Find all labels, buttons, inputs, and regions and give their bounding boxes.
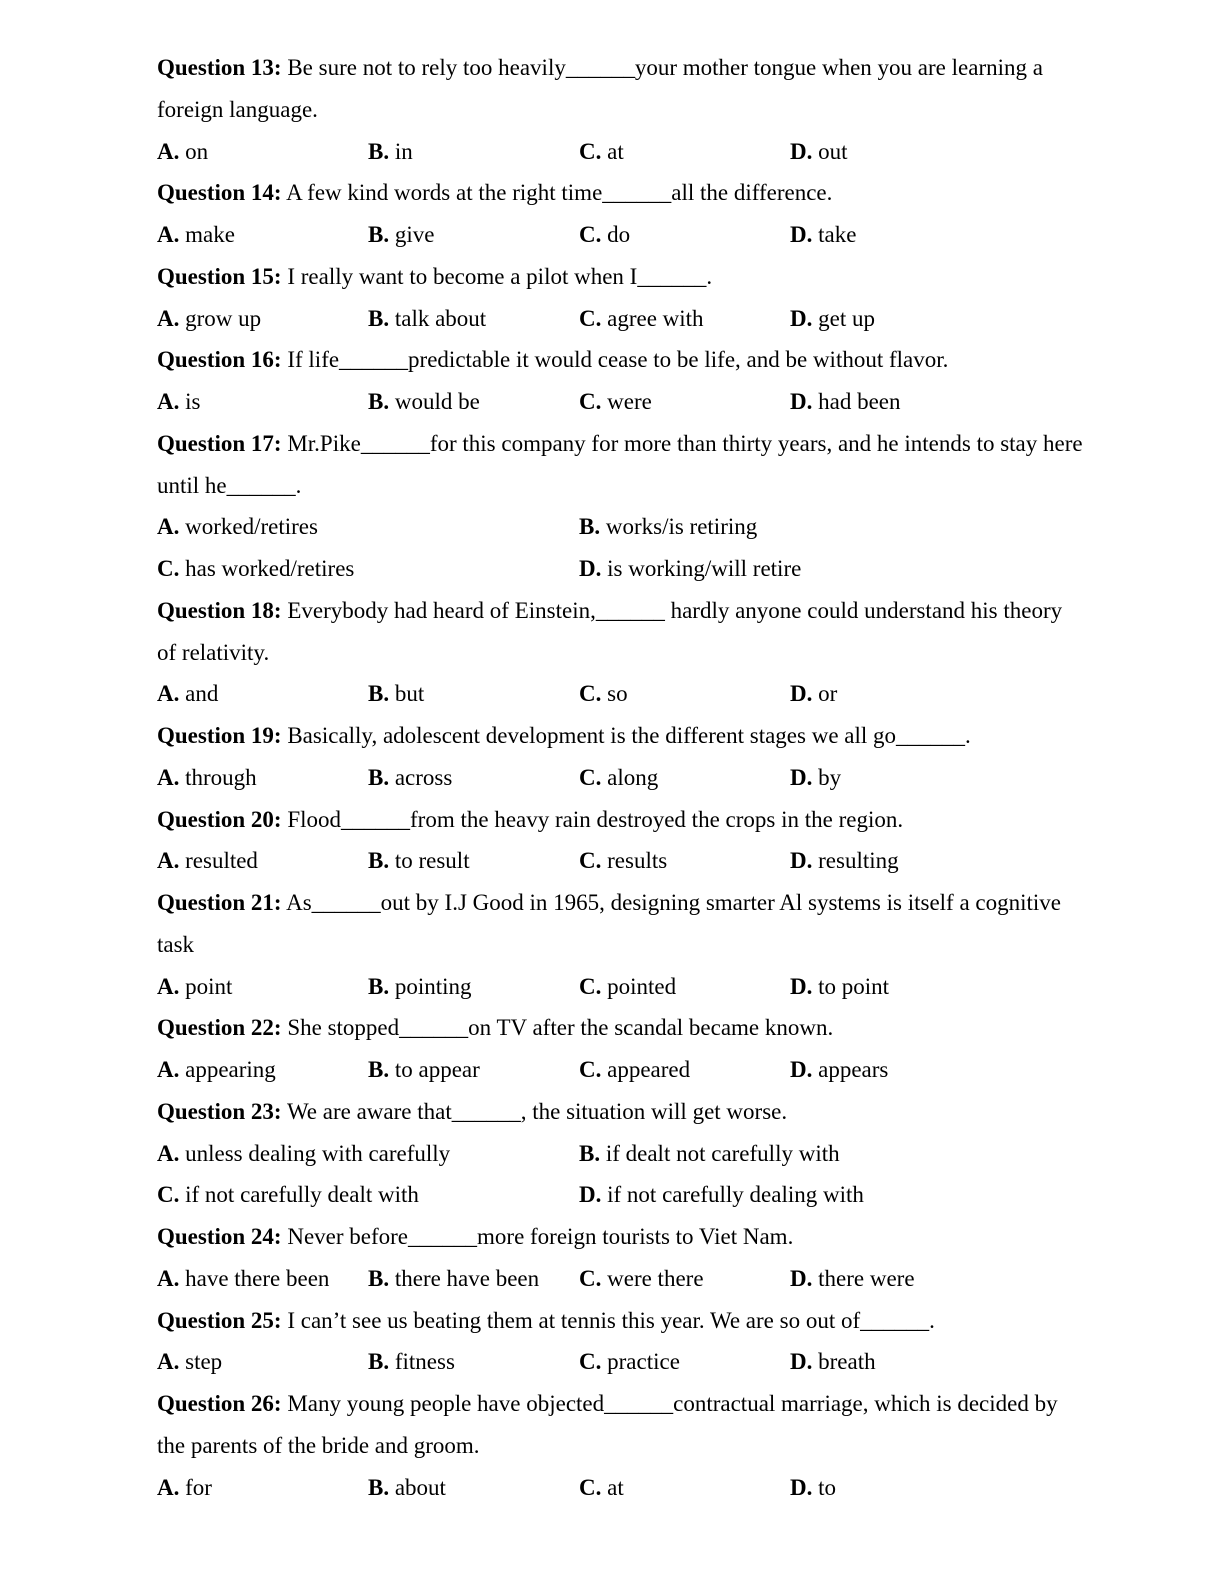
question-label: Question 19:: [157, 723, 282, 748]
option-b[interactable]: [368, 1341, 579, 1383]
question-label: Question 13:: [157, 55, 282, 80]
option-letter: A.: [157, 138, 180, 164]
question-22: [157, 1007, 1087, 1091]
option-text: resulting: [818, 848, 899, 874]
question-13: [157, 47, 1087, 172]
option-letter: C.: [579, 138, 602, 164]
option-letter: D.: [790, 1474, 813, 1500]
option-letter: C.: [579, 1349, 602, 1375]
option-a[interactable]: [157, 298, 368, 340]
option-text: worked/retires: [185, 514, 318, 540]
question-16: [157, 339, 1087, 423]
option-a[interactable]: [157, 1341, 368, 1383]
option-text: to point: [818, 973, 890, 999]
options-row: [157, 1049, 1087, 1091]
option-a[interactable]: [157, 131, 368, 173]
option-letter: D.: [790, 1349, 813, 1375]
option-letter: B.: [368, 305, 390, 331]
option-letter: A.: [157, 1265, 180, 1291]
option-a[interactable]: [157, 506, 579, 548]
options-row: [157, 966, 1087, 1008]
option-c[interactable]: [579, 757, 790, 799]
question-text: I can’t see us beating them at tennis this year. We are so out of______.: [287, 1307, 935, 1333]
option-a[interactable]: [157, 1467, 368, 1509]
option-b[interactable]: [579, 506, 1001, 548]
question-17: [157, 423, 1087, 590]
option-letter: B.: [368, 1057, 390, 1082]
option-a[interactable]: [157, 1049, 368, 1091]
option-letter: D.: [579, 556, 602, 581]
option-text: were there: [607, 1265, 704, 1291]
option-letter: A.: [157, 305, 180, 331]
options-row: [157, 1258, 1087, 1300]
option-letter: C.: [579, 1057, 602, 1082]
option-text: by: [818, 764, 842, 790]
option-a[interactable]: [157, 1258, 368, 1300]
option-b[interactable]: [368, 1049, 579, 1091]
option-letter: B.: [368, 1265, 390, 1291]
option-letter: B.: [368, 848, 390, 874]
question-24: [157, 1216, 1087, 1300]
question-stem: [157, 423, 1087, 507]
question-text: Everybody had heard of Einstein,______ hardly anyone could understand his theory of relativity.: [157, 597, 1063, 665]
option-text: make: [185, 222, 235, 247]
option-text: is: [185, 389, 201, 414]
question-25: [157, 1300, 1087, 1384]
option-text: and: [185, 681, 219, 707]
option-text: if dealt not carefully with: [605, 1140, 840, 1166]
option-text: there have been: [394, 1265, 540, 1291]
option-text: through: [185, 764, 257, 790]
option-text: do: [607, 222, 631, 247]
question-label: Question 14:: [157, 180, 282, 206]
question-stem: [157, 882, 1087, 966]
question-stem: [157, 1300, 1087, 1342]
question-label: Question 15:: [157, 263, 282, 289]
option-letter: C.: [579, 305, 602, 331]
option-text: to: [818, 1474, 837, 1500]
options-row: [157, 1341, 1087, 1383]
option-b[interactable]: [368, 966, 579, 1008]
option-letter: A.: [157, 1140, 180, 1166]
question-stem: [157, 1091, 1087, 1133]
option-text: resulted: [185, 848, 258, 874]
option-b[interactable]: [368, 1467, 579, 1509]
question-label: Question 26:: [157, 1391, 282, 1416]
option-text: have there been: [185, 1265, 330, 1291]
question-21: [157, 882, 1087, 1007]
option-d[interactable]: [790, 131, 1001, 173]
option-letter: C.: [579, 681, 602, 707]
option-text: were: [607, 389, 652, 414]
option-a[interactable]: [157, 757, 368, 799]
option-text: if not carefully dealing with: [607, 1182, 864, 1208]
option-d[interactable]: [579, 548, 1001, 590]
option-letter: D.: [579, 1182, 602, 1208]
option-text: had been: [818, 389, 901, 414]
options-row: [157, 1174, 1087, 1216]
option-text: get up: [818, 305, 875, 331]
options-row: [157, 840, 1087, 882]
options-row: [157, 1133, 1087, 1175]
option-text: would be: [394, 389, 480, 414]
option-letter: C.: [157, 1182, 180, 1208]
option-letter: B.: [368, 764, 390, 790]
options-row: [157, 214, 1087, 256]
option-letter: A.: [157, 1057, 180, 1082]
option-text: talk about: [394, 305, 487, 331]
option-letter: A.: [157, 681, 180, 707]
question-text: If life______predictable it would cease to be life, and be without flavor.: [287, 347, 949, 373]
question-stem: [157, 799, 1087, 841]
option-text: grow up: [185, 305, 262, 331]
option-d[interactable]: [579, 1174, 1001, 1216]
option-d[interactable]: [790, 381, 1001, 423]
question-18: [157, 590, 1087, 715]
option-text: take: [818, 222, 857, 247]
option-text: at: [607, 1474, 624, 1500]
question-text: She stopped______on TV after the scandal became known.: [287, 1015, 834, 1041]
option-text: pointed: [607, 973, 677, 999]
option-letter: B.: [368, 138, 390, 164]
option-d[interactable]: [790, 757, 1001, 799]
question-19: [157, 715, 1087, 799]
option-text: across: [394, 764, 453, 790]
option-d[interactable]: [790, 1258, 1001, 1300]
option-text: if not carefully dealt with: [185, 1182, 419, 1208]
option-c[interactable]: [579, 966, 790, 1008]
question-text: Many young people have objected______contractual marriage, which is decided by the parents of the bride and groom.: [157, 1391, 1058, 1458]
option-c[interactable]: [579, 131, 790, 173]
option-text: pointing: [394, 973, 472, 999]
question-stem: [157, 590, 1087, 674]
question-20: [157, 799, 1087, 883]
option-b[interactable]: [368, 1258, 579, 1300]
option-letter: B.: [368, 222, 390, 247]
option-a[interactable]: [157, 840, 368, 882]
option-text: for: [185, 1474, 212, 1500]
option-c[interactable]: [579, 840, 790, 882]
option-letter: C.: [157, 556, 180, 581]
question-list: [157, 47, 1087, 1508]
option-d[interactable]: [790, 966, 1001, 1008]
option-d[interactable]: [790, 840, 1001, 882]
question-stem: [157, 256, 1087, 298]
option-letter: C.: [579, 973, 602, 999]
option-letter: C.: [579, 222, 602, 247]
option-letter: B.: [368, 1474, 390, 1500]
option-text: is working/will retire: [607, 556, 802, 581]
options-row: [157, 548, 1087, 590]
option-letter: D.: [790, 764, 813, 790]
option-letter: A.: [157, 514, 180, 540]
question-14: [157, 172, 1087, 256]
option-text: in: [394, 138, 413, 164]
option-c[interactable]: [579, 1258, 790, 1300]
option-letter: D.: [790, 389, 813, 414]
option-d[interactable]: [790, 673, 1001, 715]
question-stem: [157, 339, 1087, 381]
options-row: [157, 298, 1087, 340]
option-b[interactable]: [368, 673, 579, 715]
option-text: so: [607, 681, 628, 707]
option-letter: C.: [579, 1265, 602, 1291]
option-d[interactable]: [790, 1467, 1001, 1509]
question-stem: [157, 715, 1087, 757]
question-label: Question 22:: [157, 1015, 282, 1041]
option-text: unless dealing with carefully: [185, 1140, 451, 1166]
option-text: but: [394, 681, 425, 707]
option-d[interactable]: [790, 1341, 1001, 1383]
option-letter: D.: [790, 1265, 813, 1291]
option-c[interactable]: [579, 1341, 790, 1383]
question-text: Mr.Pike______for this company for more than thirty years, and he intends to stay here until he______.: [157, 430, 1083, 498]
question-label: Question 24:: [157, 1224, 282, 1249]
question-label: Question 16:: [157, 347, 282, 373]
option-c[interactable]: [579, 1467, 790, 1509]
option-text: along: [607, 764, 659, 790]
option-b[interactable]: [368, 757, 579, 799]
option-text: appears: [818, 1057, 889, 1082]
option-d[interactable]: [790, 298, 1001, 340]
question-text: We are aware that______, the situation will get worse.: [286, 1098, 788, 1124]
option-letter: B.: [579, 514, 601, 540]
option-letter: C.: [579, 764, 602, 790]
options-row: [157, 506, 1087, 548]
option-letter: B.: [368, 389, 390, 414]
option-letter: D.: [790, 1057, 813, 1082]
option-b[interactable]: [368, 214, 579, 256]
option-c[interactable]: [579, 673, 790, 715]
option-letter: A.: [157, 1474, 180, 1500]
option-b[interactable]: [368, 840, 579, 882]
option-letter: B.: [368, 1349, 390, 1375]
options-row: [157, 757, 1087, 799]
option-c[interactable]: [579, 1049, 790, 1091]
option-text: appearing: [185, 1057, 276, 1082]
option-text: practice: [607, 1349, 680, 1375]
question-text: Basically, adolescent development is the different stages we all go______.: [287, 723, 971, 748]
option-letter: A.: [157, 1349, 180, 1375]
option-text: appeared: [607, 1057, 691, 1082]
option-text: out: [818, 138, 848, 164]
question-text: I really want to become a pilot when I______.: [287, 263, 713, 289]
question-stem: [157, 172, 1087, 214]
option-text: about: [394, 1474, 446, 1500]
option-c[interactable]: [157, 1174, 579, 1216]
option-text: there were: [818, 1265, 915, 1291]
option-letter: A.: [157, 764, 180, 790]
question-26: [157, 1383, 1087, 1508]
question-text: Flood______from the heavy rain destroyed the crops in the region.: [287, 806, 904, 832]
options-row: [157, 673, 1087, 715]
option-text: has worked/retires: [185, 556, 355, 581]
option-text: results: [607, 848, 668, 874]
options-row: [157, 381, 1087, 423]
option-letter: D.: [790, 305, 813, 331]
question-stem: [157, 1216, 1087, 1258]
question-text: A few kind words at the right time______all the difference.: [286, 180, 833, 206]
question-stem: [157, 1383, 1087, 1467]
option-a[interactable]: [157, 381, 368, 423]
option-letter: B.: [368, 973, 390, 999]
option-letter: D.: [790, 848, 813, 874]
option-d[interactable]: [790, 1049, 1001, 1091]
question-label: Question 25:: [157, 1307, 282, 1333]
option-c[interactable]: [579, 214, 790, 256]
option-letter: A.: [157, 222, 180, 247]
option-text: give: [394, 222, 435, 247]
option-text: agree with: [607, 305, 704, 331]
option-text: step: [185, 1349, 223, 1375]
options-row: [157, 1467, 1087, 1509]
option-text: or: [818, 681, 838, 707]
option-text: at: [607, 138, 624, 164]
option-b[interactable]: [368, 131, 579, 173]
option-letter: D.: [790, 681, 813, 707]
question-text: Be sure not to rely too heavily______your mother tongue when you are learning a foreign language.: [157, 55, 1043, 122]
option-text: breath: [818, 1349, 876, 1375]
option-a[interactable]: [157, 214, 368, 256]
question-23: [157, 1091, 1087, 1216]
option-letter: D.: [790, 222, 813, 247]
option-letter: A.: [157, 848, 180, 874]
option-text: fitness: [394, 1349, 455, 1375]
option-b[interactable]: [368, 381, 579, 423]
option-c[interactable]: [157, 548, 579, 590]
question-stem: [157, 47, 1087, 131]
options-row: [157, 131, 1087, 173]
question-label: Question 17:: [157, 430, 282, 456]
question-stem: [157, 1007, 1087, 1049]
option-text: to appear: [394, 1057, 480, 1082]
option-letter: C.: [579, 389, 602, 414]
option-letter: D.: [790, 138, 813, 164]
question-label: Question 20:: [157, 806, 282, 832]
option-letter: A.: [157, 973, 180, 999]
option-text: on: [185, 138, 209, 164]
option-c[interactable]: [579, 298, 790, 340]
option-letter: B.: [368, 681, 390, 707]
option-letter: B.: [579, 1140, 601, 1166]
option-d[interactable]: [790, 214, 1001, 256]
question-label: Question 21:: [157, 890, 282, 915]
option-letter: C.: [579, 848, 602, 874]
option-letter: A.: [157, 389, 180, 414]
option-a[interactable]: [157, 966, 368, 1008]
option-text: works/is retiring: [605, 514, 758, 540]
option-a[interactable]: [157, 673, 368, 715]
option-text: point: [185, 973, 233, 999]
option-letter: C.: [579, 1474, 602, 1500]
question-label: Question 23:: [157, 1098, 282, 1124]
question-label: Question 18:: [157, 597, 282, 623]
option-c[interactable]: [579, 381, 790, 423]
option-a[interactable]: [157, 1133, 579, 1175]
option-b[interactable]: [579, 1133, 1001, 1175]
question-text: Never before______more foreign tourists to Viet Nam.: [287, 1224, 794, 1249]
option-b[interactable]: [368, 298, 579, 340]
option-text: to result: [394, 848, 470, 874]
option-letter: D.: [790, 973, 813, 999]
question-text: As______out by I.J Good in 1965, designing smarter Al systems is itself a cognitive task: [157, 890, 1061, 957]
question-15: [157, 256, 1087, 340]
